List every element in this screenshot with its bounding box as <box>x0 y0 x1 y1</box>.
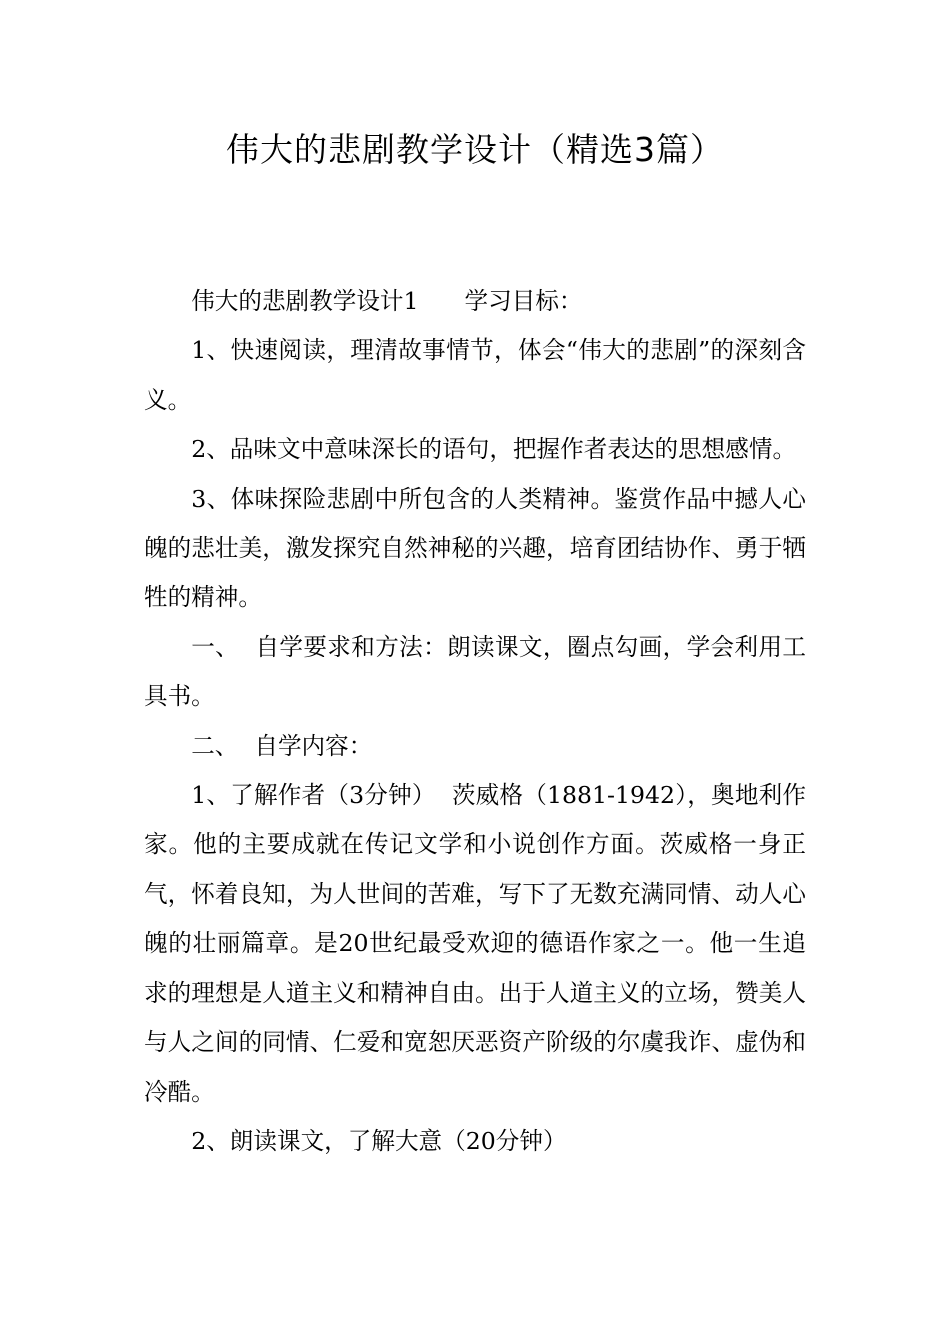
heading-part-1: 伟大的悲剧教学设计1 <box>191 287 419 315</box>
document-body <box>144 277 806 1166</box>
paragraph-goal-2: 2、品味文中意味深长的语句，把握作者表达的思想感情。 <box>191 435 797 464</box>
heading-part-2: 学习目标： <box>464 287 583 315</box>
paragraph-section-2 <box>144 722 806 771</box>
document-title: 伟大的悲剧教学设计（精选3篇） <box>226 130 724 169</box>
section-1-text: 自学要求和方法：朗读课文，圈点勾画，学会利用工具书。 <box>144 632 806 711</box>
section-2-label: 二、 <box>191 731 239 760</box>
paragraph-item-2: 2、朗读课文，了解大意（20分钟） <box>191 1126 567 1155</box>
section-2-text: 自学内容： <box>254 731 373 760</box>
paragraph-section-1 <box>144 623 806 722</box>
item-1-label: 1、了解作者（3分钟） <box>191 781 436 810</box>
paragraph-item-1 <box>144 771 806 1117</box>
section-1-label: 一、 <box>191 632 240 661</box>
paragraph-goal-1: 1、快速阅读，理清故事情节，体会“伟大的悲剧”的深刻含义。 <box>144 336 806 414</box>
paragraph-goal-3: 3、体味探险悲剧中所包含的人类精神。鉴赏作品中撼人心魄的悲壮美，激发探究自然神秘的兴趣，培育团结协作、勇于牺牲的精神。 <box>144 484 806 612</box>
paragraph-heading <box>144 277 806 326</box>
item-1-text: 茨威格（1881-1942），奥地利作家。他的主要成就在传记文学和小说创作方面。茨威格一身正气，怀着良知，为人世间的苦难，写下了无数充满同情、动人心魄的壮丽篇章。是20世纪最受欢迎的德语作家之一。他一生追求的理想是人道主义和精神自由。出于人道主义的立场，赞美人与人之间的同情、仁爱和宽恕厌恶资产阶级的尔虞我诈、虚伪和冷酷。 <box>144 781 806 1106</box>
